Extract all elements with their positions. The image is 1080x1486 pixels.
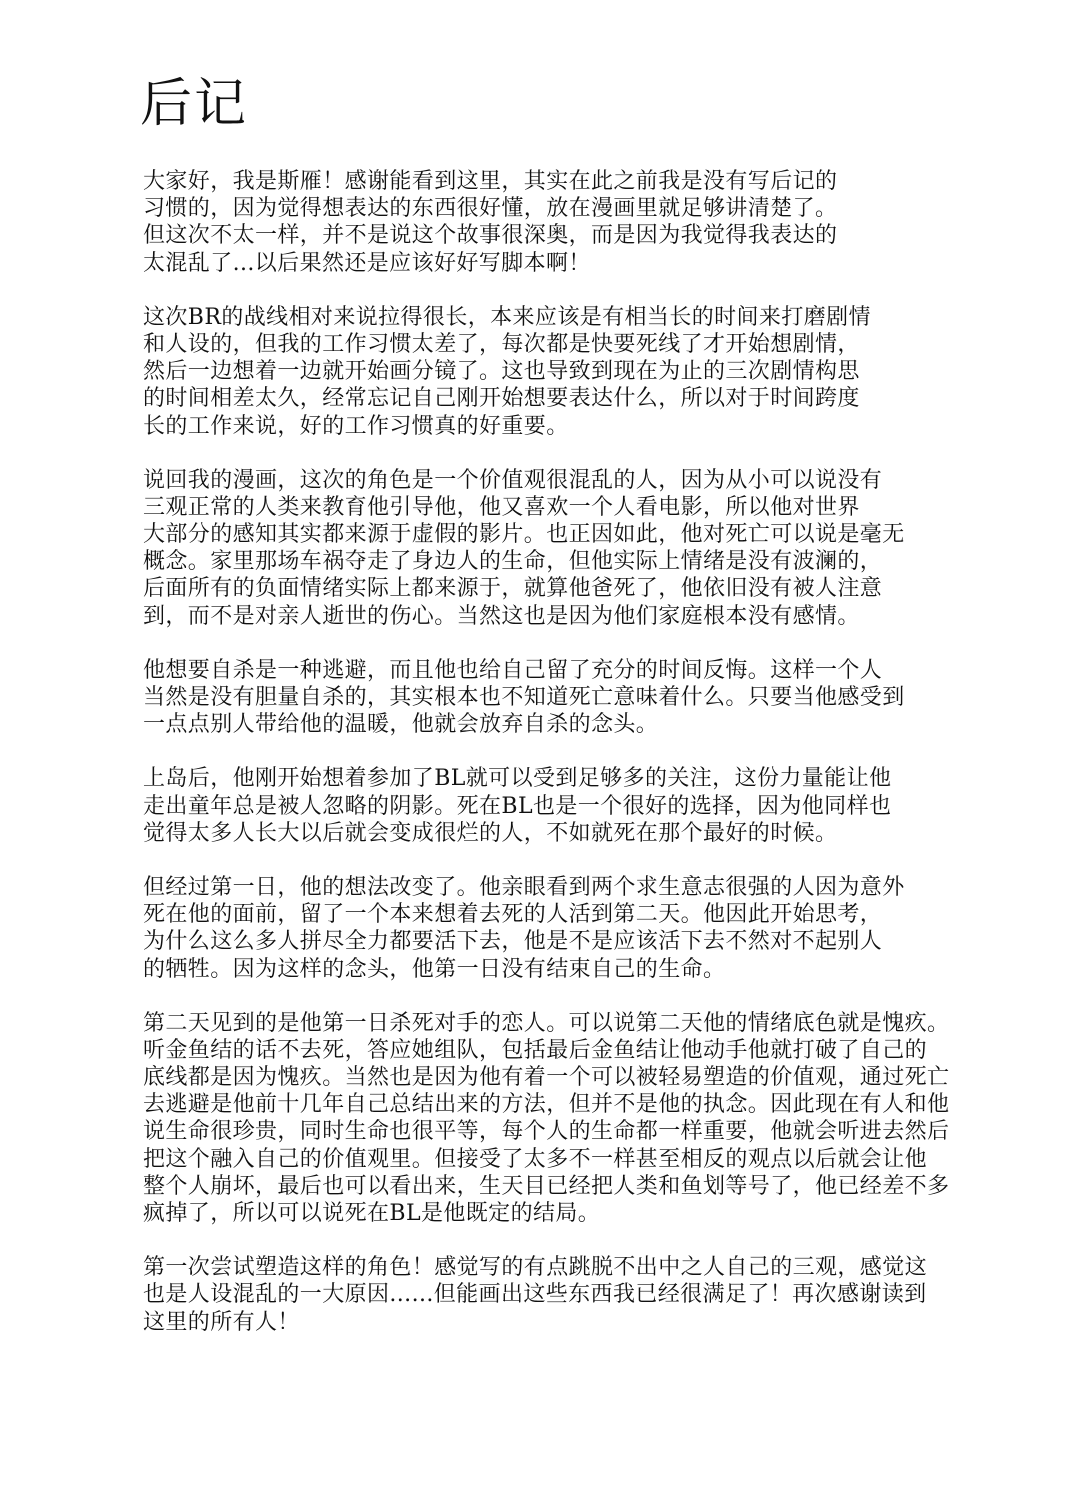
text-line: 但这次不太一样，并不是说这个故事很深奥，而是因为我觉得我表达的 (143, 223, 838, 249)
text-line: 习惯的，因为觉得想表达的东西很好懂，放在漫画里就足够讲清楚了。 (143, 196, 838, 222)
paragraph (143, 1254, 1023, 1336)
text-line: 去逃避是他前十几年自己总结出来的方法，但并不是他的执念。因此现在有人和他 (143, 1092, 950, 1118)
text-line: 也是人设混乱的一大原因......但能画出这些东西我已经很满足了！再次感谢读到 (143, 1282, 927, 1308)
text-line: 他想要自杀是一种逃避，而且他也给自己留了充分的时间反悔。这样一个人 (143, 657, 883, 683)
text-line: 长的工作来说，好的工作习惯真的好重要。 (143, 413, 569, 439)
text-line: 的时间相差太久，经常忘记自己刚开始想要表达什么，所以对于时间跨度 (143, 386, 860, 412)
text-line: 太混乱了...以后果然还是应该好好写脚本啊！ (143, 250, 591, 276)
afterword-body (143, 168, 1023, 1363)
paragraph (143, 765, 1023, 847)
page-title: 后记 (140, 74, 249, 134)
text-line: 走出童年总是被人忽略的阴影。死在BL也是一个很好的选择，因为他同样也 (143, 793, 892, 819)
text-line: 觉得太多人长大以后就会变成很烂的人，不如就死在那个最好的时候。 (143, 820, 838, 846)
text-line: 死在他的面前，留了一个本来想着去死的人活到第二天。他因此开始思考， (143, 902, 883, 928)
text-line: 整个人崩坏，最后也可以看出来，生天目已经把人类和鱼划等号了，他已经差不多 (143, 1173, 950, 1199)
text-line: 后面所有的负面情绪实际上都来源于，就算他爸死了，他依旧没有被人注意 (143, 576, 883, 602)
text-line: 当然是没有胆量自杀的，其实根本也不知道死亡意味着什么。只要当他感受到 (143, 685, 905, 710)
paragraph (143, 467, 1023, 630)
text-line: 为什么这么多人拼尽全力都要活下去，他是不是应该活下去不然对不起别人 (143, 929, 883, 955)
text-line: 第一次尝试塑造这样的角色！感觉写的有点跳脱不出中之人自己的三观，感觉这 (143, 1255, 928, 1281)
text-line: 到，而不是对亲人逝世的伤心。当然这也是因为他们家庭根本没有感情。 (143, 603, 860, 629)
text-line: 疯掉了，所以可以说死在BL是他既定的结局。 (143, 1201, 601, 1226)
text-line: 第二天见到的是他第一日杀死对手的恋人。可以说第二天他的情绪底色就是愧疚。 (143, 1010, 950, 1036)
text-line: 但经过第一日，他的想法改变了。他亲眼看到两个求生意志很强的人因为意外 (143, 874, 905, 900)
paragraph (143, 168, 1023, 277)
text-line: 和人设的，但我的工作习惯太差了，每次都是快要死线了才开始想剧情， (143, 331, 860, 357)
text-line: 的牺牲。因为这样的念头，他第一日没有结束自己的生命。 (143, 956, 726, 982)
text-line: 上岛后，他刚开始想着参加了BL就可以受到足够多的关注，这份力量能让他 (143, 766, 892, 792)
text-line: 概念。家里那场车祸夺走了身边人的生命，但他实际上情绪是没有波澜的， (143, 549, 883, 575)
text-line: 说回我的漫画，这次的角色是一个价值观很混乱的人，因为从小可以说没有 (143, 467, 883, 493)
paragraph (143, 1010, 1023, 1228)
paragraph (143, 657, 1023, 739)
text-line: 底线都是因为愧疚。当然也是因为他有着一个可以被轻易塑造的价值观，通过死亡 (143, 1065, 950, 1091)
text-line: 这次BR的战线相对来说拉得很长，本来应该是有相当长的时间来打磨剧情 (143, 304, 871, 330)
text-line: 说生命很珍贵，同时生命也很平等，每个人的生命都一样重要，他就会听进去然后 (143, 1119, 950, 1145)
text-line: 大家好，我是斯雁！感谢能看到这里，其实在此之前我是没有写后记的 (143, 169, 838, 194)
paragraph (143, 874, 1023, 983)
text-line: 这里的所有人！ (143, 1309, 300, 1335)
paragraph (143, 304, 1023, 440)
text-line: 大部分的感知其实都来源于虚假的影片。也正因如此，他对死亡可以说是毫无 (143, 522, 905, 548)
text-line: 一点点别人带给他的温暖，他就会放弃自杀的念头。 (143, 712, 659, 738)
text-line: 三观正常的人类来教育他引导他，他又喜欢一个人看电影，所以他对世界 (143, 494, 860, 520)
text-line: 听金鱼结的话不去死，答应她组队，包括最后金鱼结让他动手他就打破了自己的 (143, 1037, 928, 1063)
text-line: 然后一边想着一边就开始画分镜了。这也导致到现在为止的三次剧情构思 (143, 359, 860, 385)
text-line: 把这个融入自己的价值观里。但接受了太多不一样甚至相反的观点以后就会让他 (143, 1146, 928, 1172)
